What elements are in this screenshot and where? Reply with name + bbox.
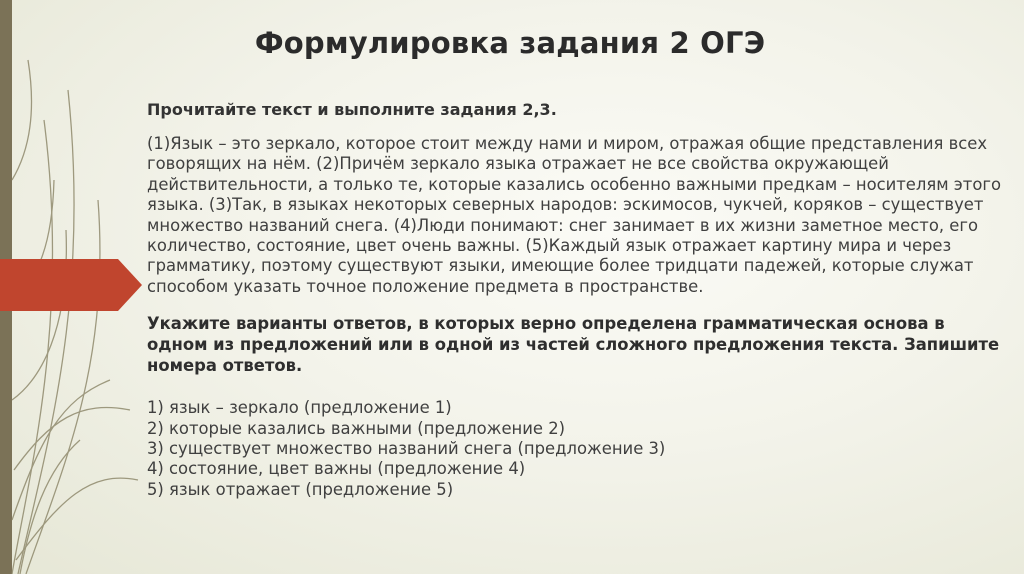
answer-option: 2) которые казались важными (предложение 2)	[147, 418, 566, 438]
content-body	[147, 100, 1007, 500]
slide-title: Формулировка задания 2 ОГЭ	[254, 26, 766, 60]
answer-option: 4) состояние, цвет важны (предложение 4)	[147, 459, 526, 479]
answer-option: 1) язык – зеркало (предложение 1)	[147, 398, 452, 418]
instruction-text: Прочитайте текст и выполните задания 2,3.	[147, 100, 557, 119]
red-accent-arrow	[0, 259, 142, 311]
answer-option: 5) язык отражает (предложение 5)	[147, 479, 454, 499]
answer-option: 3) существует множество названий снега (предложение 3)	[147, 439, 666, 459]
answer-options	[147, 398, 1007, 500]
passage-text: (1)Язык – это зеркало, которое стоит между нами и миром, отражая общие представления всех говорящих на нём. (2)Причём зеркало языка отражает не все свойства окружающей действительности, а только те, которые казались особенно важными предкам – носителям этого языка. (3)Так, в языках некоторых северных народов: эскимосов, чукчей, коряков – существует множество названий снега. (4)Люди понимают: снег занимает в их жизни заметное место, его количество, состояние, цвет очень важны. (5)Каждый язык отражает картину мира и через грамматику, поэтому существуют языки, имеющие более тридцати падежей, которые служат способом указать точное положение предмета в пространстве.	[147, 134, 1002, 296]
question-text: Укажите варианты ответов, в которых верно определена грамматическая основа в одном из предложений или в одной из частей сложного предложения текста. Запишите номера ответов.	[147, 314, 1000, 376]
